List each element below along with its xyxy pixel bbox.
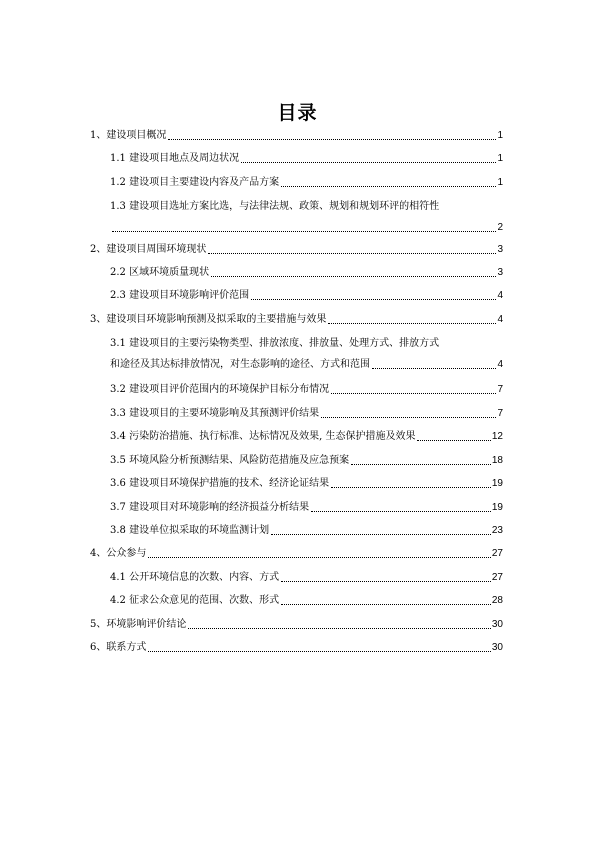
toc-page-number: 1	[497, 177, 503, 188]
leader-dots	[372, 359, 496, 369]
toc-entry-label: 3、建设项目环境影响预测及拟采取的主要措施与效果	[90, 314, 327, 325]
leader-dots	[331, 478, 491, 488]
toc-entry[interactable]	[110, 384, 503, 396]
toc-entry[interactable]	[110, 572, 503, 584]
toc-page-number: 27	[491, 572, 503, 583]
leader-dots	[168, 130, 496, 140]
toc-page-number: 30	[491, 642, 503, 653]
toc-entry[interactable]	[110, 595, 503, 607]
toc-entry-label: 2、建设项目周围环境现状	[90, 244, 207, 255]
leader-dots	[331, 384, 496, 394]
toc-entry-label: 3.5 环境风险分析预测结果、风险防范措施及应急预案	[110, 455, 350, 466]
toc-entry-label: 3.3 建设项目的主要环境影响及其预测评价结果	[110, 408, 320, 419]
leader-dots	[251, 290, 496, 300]
toc-entry[interactable]	[110, 431, 503, 443]
toc-entry[interactable]	[110, 222, 503, 234]
leader-dots	[351, 455, 491, 465]
toc-page-number: 7	[497, 408, 503, 419]
toc-entry[interactable]	[110, 267, 503, 279]
toc-page-number: 18	[491, 455, 503, 466]
toc-entry-label: 4.2 征求公众意见的范围、次数、形式	[110, 595, 280, 606]
leader-dots	[281, 177, 496, 187]
leader-dots	[208, 244, 496, 254]
toc-entry-label: 2.3 建设项目环境影响评价范围	[110, 290, 250, 301]
toc-entry[interactable]	[90, 130, 503, 142]
toc-page-number: 19	[491, 502, 503, 513]
toc-entry[interactable]	[90, 548, 503, 560]
toc-entry-label: 1.2 建设项目主要建设内容及产品方案	[110, 177, 280, 188]
toc-entry-label: 4、公众参与	[90, 548, 147, 559]
toc-entry[interactable]	[110, 525, 503, 537]
leader-dots	[417, 431, 490, 441]
toc-entry-label[interactable]: 1.3 建设项目选址方案比选，与法律法规、政策、规划和规划环评的相符性	[110, 201, 440, 212]
toc-page-number: 2	[497, 222, 503, 233]
toc-page-number: 27	[491, 548, 503, 559]
toc-page-number: 3	[497, 244, 503, 255]
toc-entry[interactable]	[90, 642, 503, 654]
toc-entry[interactable]	[110, 290, 503, 302]
leader-dots	[328, 314, 496, 324]
toc-entry[interactable]	[110, 177, 503, 189]
toc-entry-label: 5、环境影响评价结论	[90, 619, 187, 630]
leader-dots	[211, 267, 496, 277]
toc-entry-label-continued: 和途径及其达标排放情况，对生态影响的途径、方式和范围	[110, 359, 370, 370]
toc-entry[interactable]	[110, 153, 503, 165]
toc-entry-label: 3.2 建设项目评价范围内的环境保护目标分布情况	[110, 384, 330, 395]
toc-page-number: 1	[497, 153, 503, 164]
toc-entry-label[interactable]: 3.1 建设项目的主要污染物类型、排放浓度、排放量、处理方式、排放方式	[110, 338, 440, 349]
leader-dots	[112, 222, 496, 232]
toc-page-number: 7	[497, 384, 503, 395]
toc-entry[interactable]	[110, 359, 503, 371]
toc-entry-label: 3.7 建设项目对环境影响的经济损益分析结果	[110, 502, 310, 513]
toc-entry[interactable]	[90, 619, 503, 631]
toc-page-number: 19	[491, 478, 503, 489]
leader-dots	[271, 525, 491, 535]
toc-entry-label: 3.4 污染防治措施、执行标准、达标情况及效果, 生态保护措施及效果	[110, 431, 416, 442]
toc-entry[interactable]	[110, 478, 503, 490]
leader-dots	[281, 572, 491, 582]
toc-page-number: 3	[497, 267, 503, 278]
toc-page-number: 23	[491, 525, 503, 536]
toc-entry-label: 1.1 建设项目地点及周边状况	[110, 153, 240, 164]
toc-entry[interactable]	[110, 408, 503, 420]
toc-page-number: 4	[497, 314, 503, 325]
page-title: 目录	[277, 102, 318, 124]
toc-page-number: 30	[491, 619, 503, 630]
toc-page-number: 28	[491, 595, 503, 606]
toc-entry[interactable]	[90, 314, 503, 326]
toc-page-number: 4	[497, 359, 503, 370]
toc-page-number: 1	[497, 130, 503, 141]
toc-entry-label: 3.8 建设单位拟采取的环境监测计划	[110, 525, 270, 536]
leader-dots	[188, 619, 491, 629]
leader-dots	[148, 642, 491, 652]
toc-entry-label: 3.6 建设项目环境保护措施的技术、经济论证结果	[110, 478, 330, 489]
toc-entry[interactable]	[110, 455, 503, 467]
leader-dots	[311, 502, 491, 512]
toc-page-number: 4	[497, 290, 503, 301]
leader-dots	[321, 408, 496, 418]
toc-entry-label: 4.1 公开环境信息的次数、内容、方式	[110, 572, 280, 583]
toc-entry-label: 6、联系方式	[90, 642, 147, 653]
toc-page-number: 12	[491, 431, 503, 442]
toc-entry-label: 1、建设项目概况	[90, 130, 167, 141]
leader-dots	[281, 595, 491, 605]
toc-entry[interactable]	[110, 502, 503, 514]
toc-entry[interactable]	[90, 244, 503, 256]
leader-dots	[241, 153, 496, 163]
leader-dots	[148, 548, 491, 558]
toc-entry-label: 2.2 区域环境质量现状	[110, 267, 210, 278]
